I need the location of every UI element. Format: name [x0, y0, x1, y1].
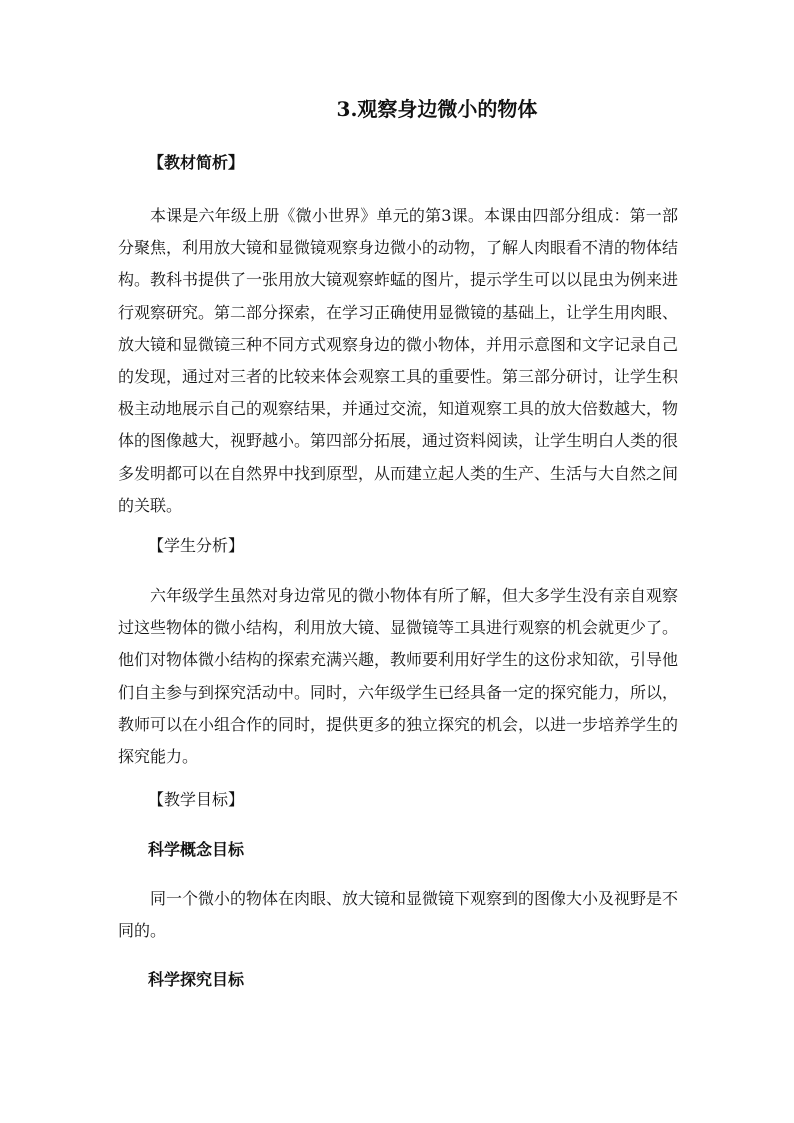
section-heading-student-analysis: 【学生分析】 — [148, 536, 245, 555]
subheading-science-inquiry-goal: 科学探究目标 — [148, 970, 245, 989]
paragraph-science-concept-goal: 同一个微小的物体在肉眼、放大镜和显微镜下观察到的图像大小及视野是不同的。 — [118, 889, 679, 941]
paragraph-textbook-analysis: 本课是六年级上册《微小世界》单元的第3课。本课由四部分组成：第一部分聚焦，利用放大镜和显微镜观察身边微小的动物，了解人肉眼看不清的物体结构。教科书提供了一张用放大镜观察蚱蜢的图片，提示学生可以以昆虫为例来进行观察研究。第二部分探索，在学习正确使用显微镜的基础上，让学生用肉眼、放大镜和显微镜三种不同方式观察身边的微小物体，并用示意图和文字记录自己的发现，通过对三者的比较来体会观察工具的重要性。第三部分研讨，让学生积极主动地展示自己的观察结果，并通过交流，知道观察工具的放大倍数越大，物体的图像越大，视野越小。第四部分拓展，通过资料阅读，让学生明白人类的很多发明都可以在自然界中找到原型，从而建立起人类的生产、生活与大自然之间的关联。 — [118, 206, 679, 515]
paragraph-student-analysis: 六年级学生虽然对身边常见的微小物体有所了解，但大多学生没有亲自观察过这些物体的微小结构，利用放大镜、显微镜等工具进行观察的机会就更少了。他们对物体微小结构的探索充满兴趣，教师要利用好学生的这份求知欲，引导他们自主参与到探究活动中。同时，六年级学生已经具备一定的探究能力，所以，教师可以在小组合作的同时，提供更多的独立探究的机会，以进一步培养学生的探究能力。 — [118, 586, 679, 767]
page-title: 3.观察身边微小的物体 — [336, 97, 538, 121]
section-heading-textbook-analysis: 【教材简析】 — [148, 153, 245, 172]
subheading-science-concept-goal: 科学概念目标 — [148, 840, 245, 859]
section-heading-teaching-goals: 【教学目标】 — [148, 790, 245, 809]
